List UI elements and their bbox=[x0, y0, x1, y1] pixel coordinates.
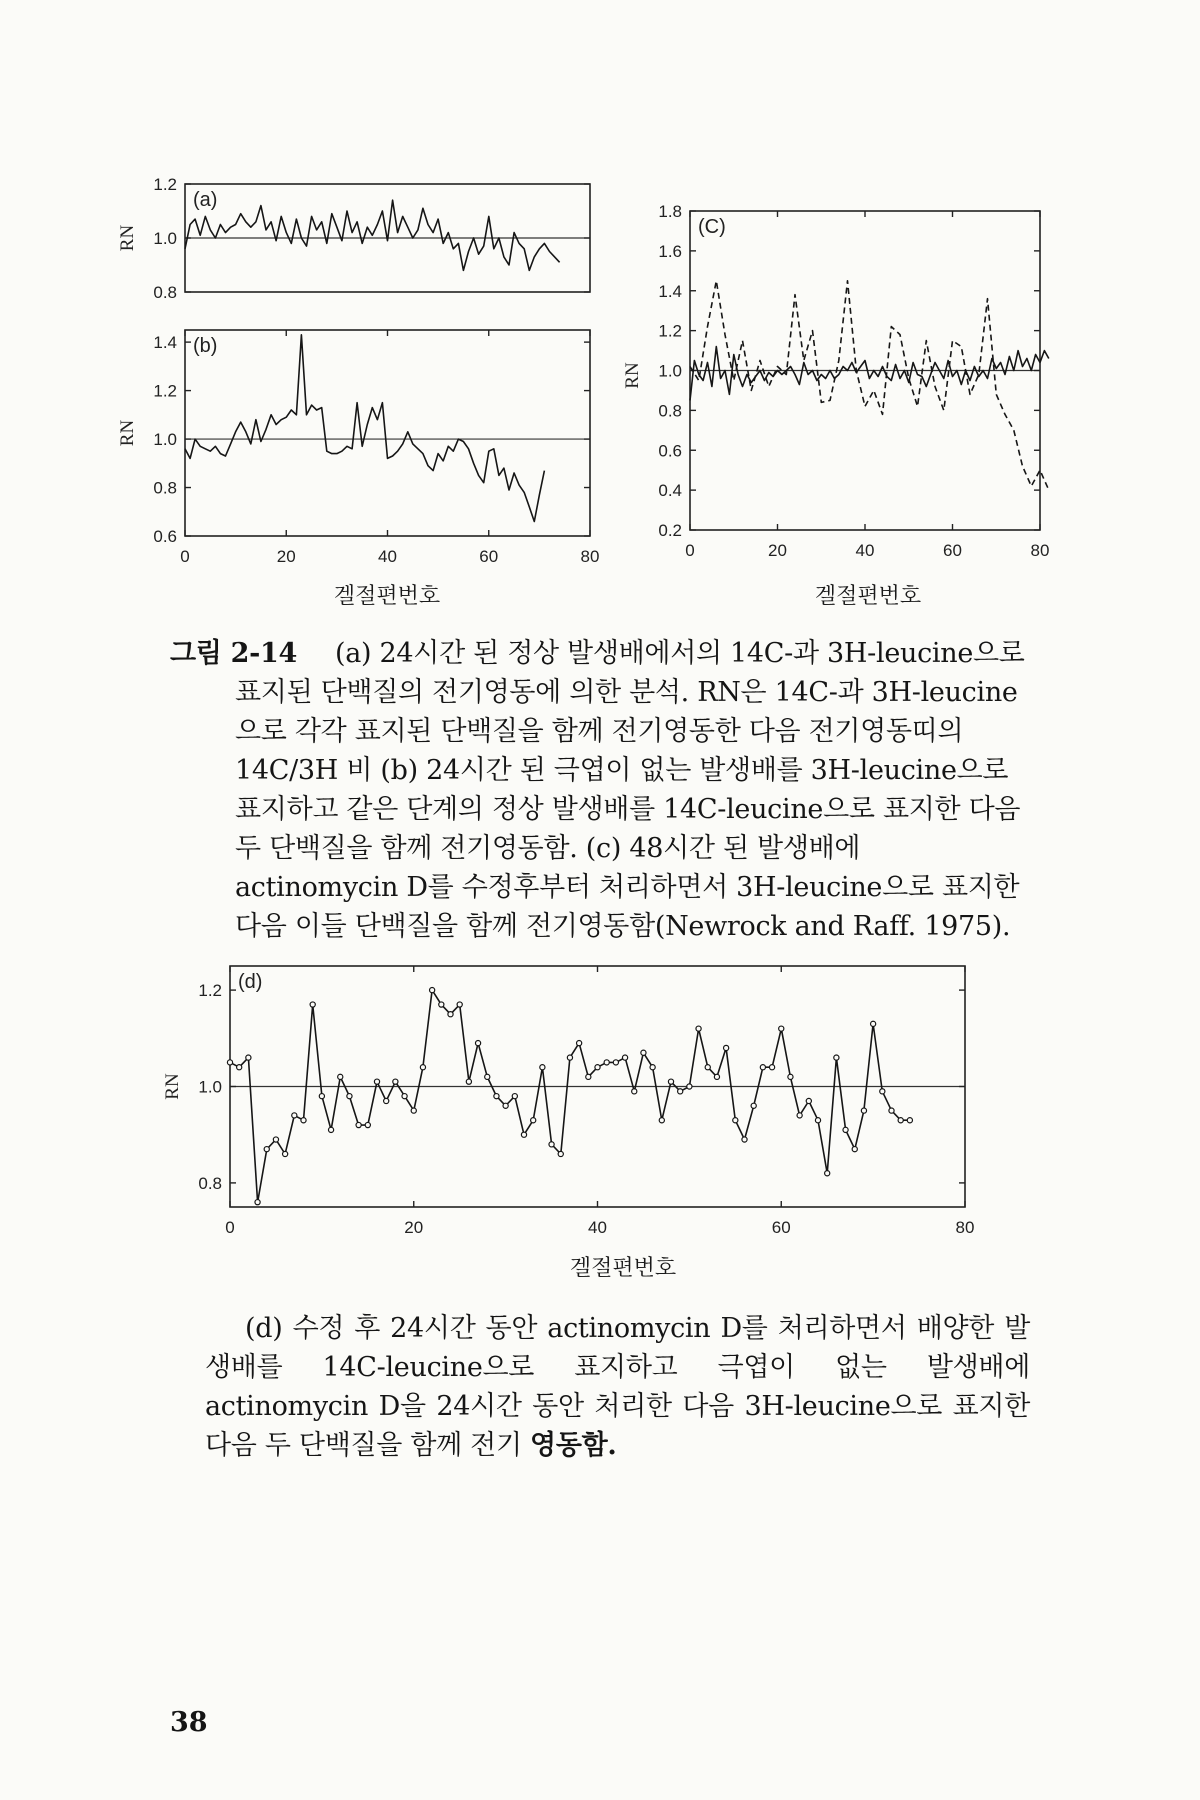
chart-d-data-point bbox=[898, 1118, 903, 1123]
chart-d-ylabel: RN bbox=[162, 1073, 183, 1100]
chart-c-series-solid bbox=[690, 347, 1049, 401]
chart-b-ytick-label: 0.8 bbox=[153, 478, 177, 498]
chart-d-data-point bbox=[668, 1079, 673, 1084]
chart-a-series-14C/3H bbox=[185, 200, 560, 270]
chart-d-data-point bbox=[494, 1094, 499, 1099]
chart-d-data-point bbox=[567, 1055, 572, 1060]
chart-c-ytick-label: 1.4 bbox=[658, 281, 682, 301]
chart-d-data-point bbox=[871, 1021, 876, 1026]
chart-d-data-point bbox=[338, 1074, 343, 1079]
chart-d-data-point bbox=[448, 1012, 453, 1017]
chart-d-data-point bbox=[310, 1002, 315, 1007]
chart-d-data-point bbox=[283, 1151, 288, 1156]
chart-d-data-point bbox=[485, 1074, 490, 1079]
chart-d-data-point bbox=[402, 1094, 407, 1099]
chart-d-data-point bbox=[889, 1108, 894, 1113]
chart-c-ytick-label: 1.8 bbox=[658, 202, 682, 221]
chart-d-ytick-label: 0.8 bbox=[198, 1173, 222, 1193]
chart-d-data-point bbox=[521, 1132, 526, 1137]
chart-d-data-point bbox=[806, 1098, 811, 1103]
chart-d-data-point bbox=[760, 1065, 765, 1070]
chart-d-data-point bbox=[742, 1137, 747, 1142]
chart-d-data-point bbox=[641, 1050, 646, 1055]
chart-d-data-point bbox=[779, 1026, 784, 1031]
chart-d-data-point bbox=[319, 1094, 324, 1099]
chart-d-data-point bbox=[347, 1094, 352, 1099]
chart-d-xtick-label: 0 bbox=[225, 1218, 235, 1237]
chart-c-ytick-label: 1.6 bbox=[658, 241, 682, 261]
chart-d-xtick-label: 80 bbox=[955, 1218, 975, 1237]
page-number: 38 bbox=[170, 1707, 208, 1738]
chart-b-ytick-label: 1.0 bbox=[153, 430, 177, 450]
chart-b-xtick-label: 60 bbox=[479, 547, 499, 566]
chart-d-data-point bbox=[328, 1127, 333, 1132]
chart-d-data-point bbox=[650, 1065, 655, 1070]
chart-d-data-point bbox=[292, 1113, 297, 1118]
chart-d-data-point bbox=[466, 1079, 471, 1084]
chart-d-ytick-label: 1.0 bbox=[198, 1077, 222, 1097]
chart-d-data-point bbox=[384, 1098, 389, 1103]
chart-d-data-point bbox=[724, 1045, 729, 1050]
chart-d-xtick-label: 60 bbox=[771, 1218, 791, 1237]
chart-d-ytick-label: 1.2 bbox=[198, 981, 222, 1001]
chart-d-data-point bbox=[439, 1002, 444, 1007]
chart-d-data-point bbox=[595, 1065, 600, 1070]
chart-a-ytick-label: 1.2 bbox=[153, 175, 177, 194]
chart-c-panel-label: (C) bbox=[698, 216, 726, 238]
figure-caption-bottom-text: (d) 수정 후 24시간 동안 actinomycin D를 처리하면서 배양한 발생배를 14C-leucine으로 표지하고 극엽이 없는 발생배에 actinomycin D을 24시간 동안 처리한 다음 3H-leucine으로 표지한 다음 두 단백질을 함께 전기 bbox=[205, 1313, 1030, 1461]
chart-a-ytick-label: 1.0 bbox=[153, 229, 177, 248]
chart-b-xlabel: 겔절편번호 bbox=[333, 584, 441, 609]
figure-caption-text: (a) 24시간 된 정상 발생배에서의 14C-과 3H-leucine으로 표지된 단백질의 전기영동에 의한 분석. RN은 14C-과 3H-leucine으로 각각 표지된 단백질을 함께 전기영동한 다음 전기영동띠의 14C/3H 비 (b) 24시간 된 극엽이 없는 발생배를 3H-leucine으로 표지하고 같은 단계의 정상 발생배를 14C-leucine으로 표지한 다음 두 단백질을 함께 전기영동함. (c) 48시간 된 발생배에 actinomycin D를 수정후부터 처리하면서 3H-leucine으로 표지한다음 이들 단백질을 함께 전기영동함(Newrock and Raff. 1975). bbox=[235, 638, 1025, 942]
chart-c-ytick-label: 1.0 bbox=[658, 361, 682, 381]
chart-b-series-14C/3H bbox=[185, 335, 544, 522]
chart-d-data-point bbox=[825, 1171, 830, 1176]
chart-d-data-point bbox=[586, 1074, 591, 1079]
chart-d-data-point bbox=[246, 1055, 251, 1060]
chart-d-data-point bbox=[356, 1122, 361, 1127]
chart-c-xtick-label: 80 bbox=[1030, 541, 1050, 560]
chart-d-data-point bbox=[632, 1089, 637, 1094]
chart-d-data-point bbox=[880, 1089, 885, 1094]
chart-d-data-point bbox=[237, 1065, 242, 1070]
chart-b-xtick-label: 0 bbox=[180, 547, 190, 566]
chart-d-data-point bbox=[696, 1026, 701, 1031]
chart-d-data-point bbox=[531, 1118, 536, 1123]
chart-a-ytick-label: 0.8 bbox=[153, 283, 177, 302]
chart-d-data-point bbox=[475, 1041, 480, 1046]
chart-d-xlabel: 겔절편번호 bbox=[569, 1256, 677, 1281]
chart-d-data-point bbox=[420, 1065, 425, 1070]
chart-c-ytick-label: 0.4 bbox=[658, 481, 682, 501]
chart-c-ytick-label: 0.6 bbox=[658, 441, 682, 461]
chart-d-data-point bbox=[815, 1118, 820, 1123]
chart-d-data-point bbox=[751, 1103, 756, 1108]
chart-b-panel-label: (b) bbox=[193, 335, 218, 357]
chart-d-series-14C/3H bbox=[230, 990, 910, 1202]
chart-c-xlabel: 겔절편번호 bbox=[814, 584, 922, 609]
chart-d-data-point bbox=[769, 1065, 774, 1070]
chart-d-data-point bbox=[705, 1065, 710, 1070]
chart-c-xtick-label: 20 bbox=[768, 541, 787, 560]
chart-b-ylabel: RN bbox=[117, 419, 138, 447]
figure-caption-bottom-last-line: 영동함. bbox=[530, 1430, 617, 1461]
chart-d-data-point bbox=[393, 1079, 398, 1084]
chart-b-xtick-label: 80 bbox=[580, 547, 600, 566]
chart-c-ytick-label: 0.8 bbox=[658, 401, 682, 421]
chart-d-data-point bbox=[861, 1108, 866, 1113]
chart-b-ytick-label: 0.6 bbox=[153, 527, 177, 546]
chart-d-data-point bbox=[843, 1127, 848, 1132]
chart-d-data-point bbox=[788, 1074, 793, 1079]
chart-d-data-point bbox=[834, 1055, 839, 1060]
chart-b-ytick-label: 1.2 bbox=[153, 381, 177, 401]
chart-c-ytick-label: 1.2 bbox=[658, 321, 682, 341]
chart-b-ytick-label: 1.4 bbox=[153, 333, 177, 353]
chart-d-data-point bbox=[907, 1118, 912, 1123]
chart-d-data-point bbox=[301, 1118, 306, 1123]
chart-d-data-point bbox=[797, 1113, 802, 1118]
figure-caption-top bbox=[170, 634, 1030, 946]
chart-d-data-point bbox=[687, 1084, 692, 1089]
chart-c-xtick-label: 60 bbox=[943, 541, 962, 560]
chart-d-data-point bbox=[503, 1103, 508, 1108]
chart-d-data-point bbox=[733, 1118, 738, 1123]
chart-c-series-dashed bbox=[690, 281, 1049, 490]
chart-d-data-point bbox=[852, 1147, 857, 1152]
chart-d-data-point bbox=[558, 1151, 563, 1156]
chart-b-xtick-label: 40 bbox=[378, 547, 397, 566]
chart-d-data-point bbox=[227, 1060, 232, 1065]
chart-d-data-point bbox=[678, 1089, 683, 1094]
chart-d-data-point bbox=[512, 1094, 517, 1099]
chart-b-xtick-label: 20 bbox=[276, 547, 296, 566]
chart-d-data-point bbox=[549, 1142, 554, 1147]
chart-d-data-point bbox=[604, 1060, 609, 1065]
chart-d-data-point bbox=[273, 1137, 278, 1142]
chart-d-data-point bbox=[374, 1079, 379, 1084]
chart-d-data-point bbox=[714, 1074, 719, 1079]
chart-c-xtick-label: 40 bbox=[855, 541, 875, 560]
chart-d-data-point bbox=[622, 1055, 627, 1060]
figure-caption-bottom bbox=[205, 1309, 1030, 1465]
chart-d-xtick-label: 40 bbox=[588, 1218, 607, 1237]
chart-d-data-point bbox=[365, 1122, 370, 1127]
chart-a-ylabel: RN bbox=[117, 224, 138, 252]
chart-d-data-point bbox=[577, 1041, 582, 1046]
chart-d-data-point bbox=[255, 1200, 260, 1205]
chart-d-data-point bbox=[430, 988, 435, 993]
chart-d-data-point bbox=[457, 1002, 462, 1007]
chart-d-data-point bbox=[540, 1065, 545, 1070]
chart-c-xtick-label: 0 bbox=[685, 541, 695, 560]
chart-d-data-point bbox=[659, 1118, 664, 1123]
chart-d-data-point bbox=[411, 1108, 416, 1113]
figure-caption-label: 그림 2-14 bbox=[170, 638, 298, 669]
chart-a-panel-label: (a) bbox=[193, 189, 218, 211]
chart-c-ytick-label: 0.2 bbox=[658, 521, 682, 540]
chart-d-panel-label: (d) bbox=[238, 971, 263, 993]
chart-d-data-point bbox=[264, 1147, 269, 1152]
chart-c-ylabel: RN bbox=[622, 362, 643, 389]
chart-d-data-point bbox=[613, 1060, 618, 1065]
chart-d-xtick-label: 20 bbox=[404, 1218, 424, 1237]
